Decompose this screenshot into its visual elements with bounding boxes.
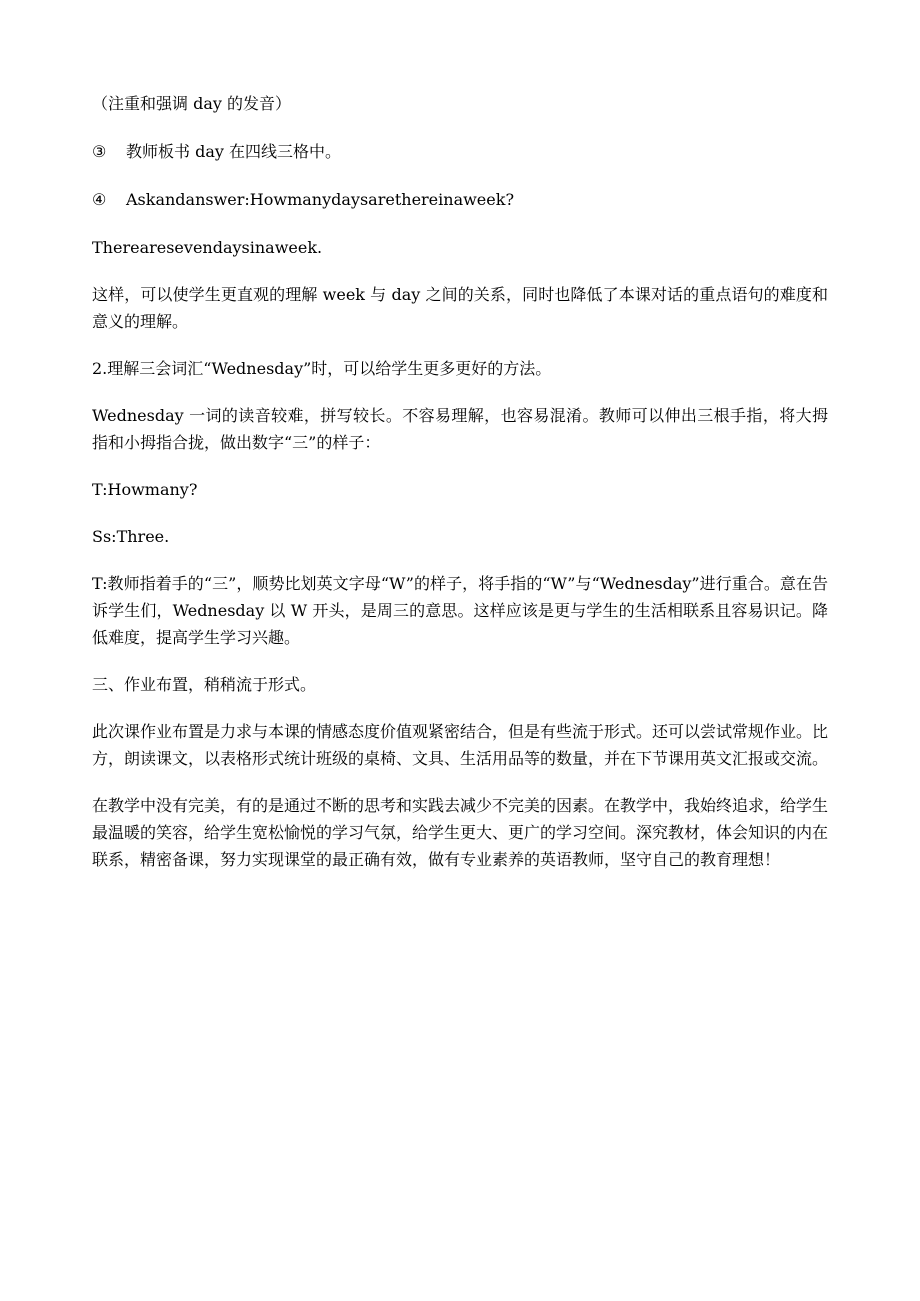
paragraph-pronunciation-note: （注重和强调 day 的发音） bbox=[92, 94, 291, 113]
paragraph-wednesday-method: Wednesday 一词的读音较难，拼写较长。不容易理解，也容易混淆。教师可以伸出三根手指，将大拇指和小拇指合拢，做出数字“三”的样子： bbox=[92, 406, 828, 452]
list-item-4 bbox=[92, 186, 828, 213]
paragraph-explanation: 这样，可以使学生更直观的理解 week 与 day 之间的关系，同时也降低了本课对话的重点语句的难度和意义的理解。 bbox=[92, 285, 828, 331]
list-item-text: Askandanswer:Howmanydaysarethereinaweek? bbox=[126, 190, 515, 209]
list-item-3 bbox=[92, 138, 828, 165]
paragraph-conclusion: 在教学中没有完美，有的是通过不断的思考和实践去减少不完美的因素。在教学中，我始终追求，给学生最温暖的笑容，给学生宽松愉悦的学习气氛，给学生更大、更广的学习空间。深究教材，体会知识的内在联系，精密备课，努力实现课堂的最正确有效，做有专业素养的英语教师，坚守自己的教育理想！ bbox=[92, 796, 829, 869]
document-body bbox=[92, 90, 828, 873]
dialogue-teacher-question: T:Howmany? bbox=[92, 480, 198, 499]
section-heading-homework: 三、作业布置，稍稍流于形式。 bbox=[92, 675, 317, 694]
list-item-text: 教师板书 day 在四线三格中。 bbox=[126, 142, 341, 161]
paragraph-answer: Therearesevendaysinaweek. bbox=[92, 238, 323, 257]
section-heading-wednesday: 2.理解三会词汇“Wednesday”时，可以给学生更多更好的方法。 bbox=[92, 359, 552, 378]
dialogue-students-answer: Ss:Three. bbox=[92, 527, 170, 546]
paragraph-teacher-gesture: T:教师指着手的“三”，顺势比划英文字母“W”的样子，将手指的“W”与“Wednesday”进行重合。意在告诉学生们，Wednesday 以 W 开头，是周三的意思。这样应该是更与学生的生活相联系且容易识记。降低难度，提高学生学习兴趣。 bbox=[92, 574, 828, 647]
paragraph-homework: 此次课作业布置是力求与本课的情感态度价值观紧密结合，但是有些流于形式。还可以尝试常规作业。比方，朗读课文，以表格形式统计班级的桌椅、文具、生活用品等的数量，并在下节课用英文汇报或交流。 bbox=[92, 722, 829, 768]
list-number: ③ bbox=[92, 142, 107, 161]
list-number: ④ bbox=[92, 190, 107, 209]
